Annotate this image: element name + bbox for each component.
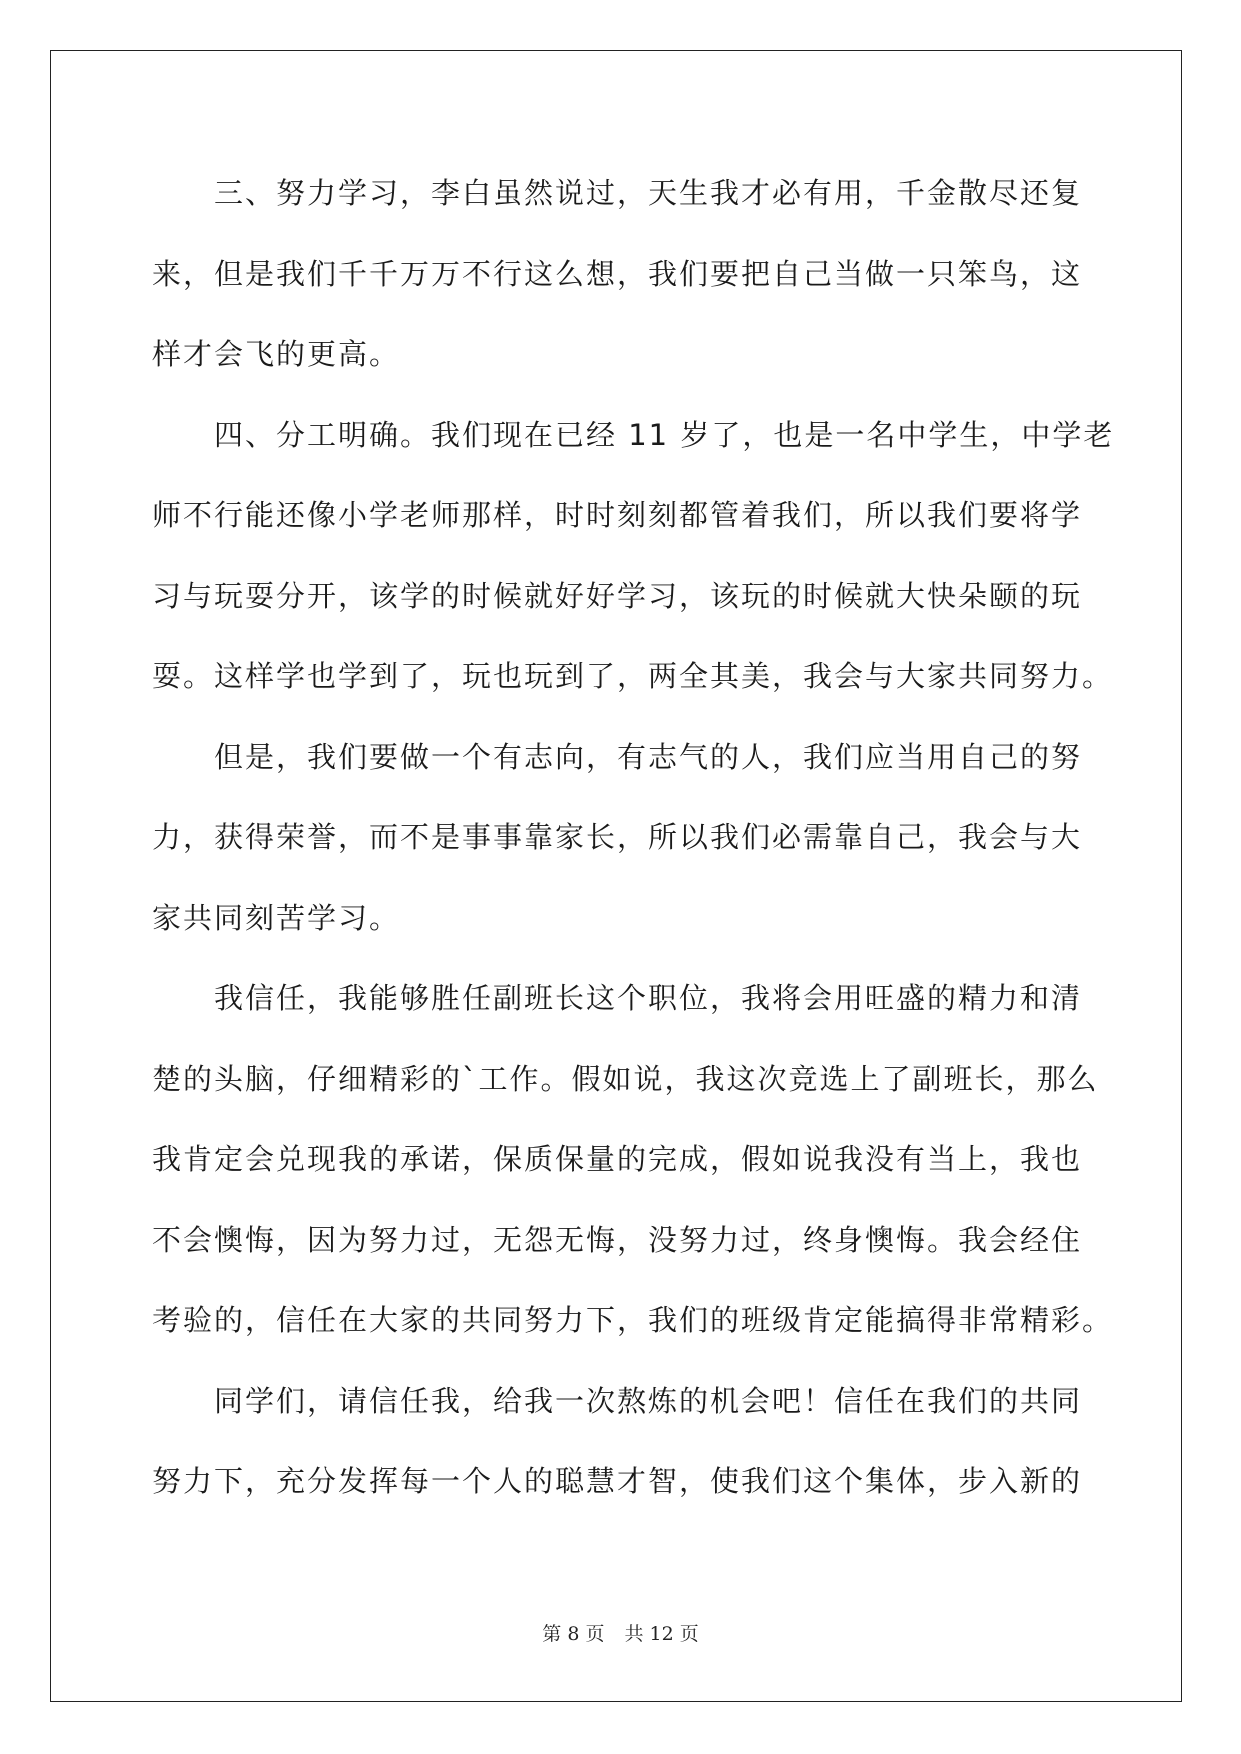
text-line: 努力下，充分发挥每一个人的聪慧才智，使我们这个集体，步入新的 [152,1464,1083,1498]
page-number: 第 8 页 [542,1623,605,1645]
text-line: 习与玩耍分开，该学的时候就好好学习，该玩的时候就大快朵颐的玩 [152,579,1083,613]
text-line: 来，但是我们千千万万不行这么想，我们要把自己当做一只笨鸟，这 [152,257,1083,291]
text-line: 师不行能还像小学老师那样，时时刻刻都管着我们，所以我们要将学 [152,498,1083,532]
text-line: 考验的，信任在大家的共同努力下，我们的班级肯定能搞得非常精彩。 [152,1303,1114,1337]
page-total: 共 12 页 [624,1623,699,1645]
text-line: 同学们，请信任我，给我一次熬炼的机会吧！信任在我们的共同 [214,1384,1083,1418]
text-line: 四、分工明确。我们现在已经 11 岁了，也是一名中学生，中学老 [214,418,1115,452]
text-line: 三、努力学习，李白虽然说过，天生我才必有用，千金散尽还复 [214,176,1083,210]
text-line: 家共同刻苦学习。 [152,901,401,935]
page-footer [0,1622,1241,1646]
text-line: 不会懊悔，因为努力过，无怨无悔，没努力过，终身懊悔。我会经住 [152,1223,1083,1257]
page-border [50,50,1182,1702]
text-line: 但是，我们要做一个有志向，有志气的人，我们应当用自己的努 [214,740,1083,774]
text-line: 力，获得荣誉，而不是事事靠家长，所以我们必需靠自己，我会与大 [152,820,1083,854]
text-line: 楚的头脑，仔细精彩的`工作。假如说，我这次竞选上了副班长，那么 [152,1062,1099,1096]
text-line: 耍。这样学也学到了，玩也玩到了，两全其美，我会与大家共同努力。 [152,659,1114,693]
text-line: 样才会飞的更高。 [152,337,401,371]
text-line: 我信任，我能够胜任副班长这个职位，我将会用旺盛的精力和清 [214,981,1083,1015]
text-line: 我肯定会兑现我的承诺，保质保量的完成，假如说我没有当上，我也 [152,1142,1083,1176]
